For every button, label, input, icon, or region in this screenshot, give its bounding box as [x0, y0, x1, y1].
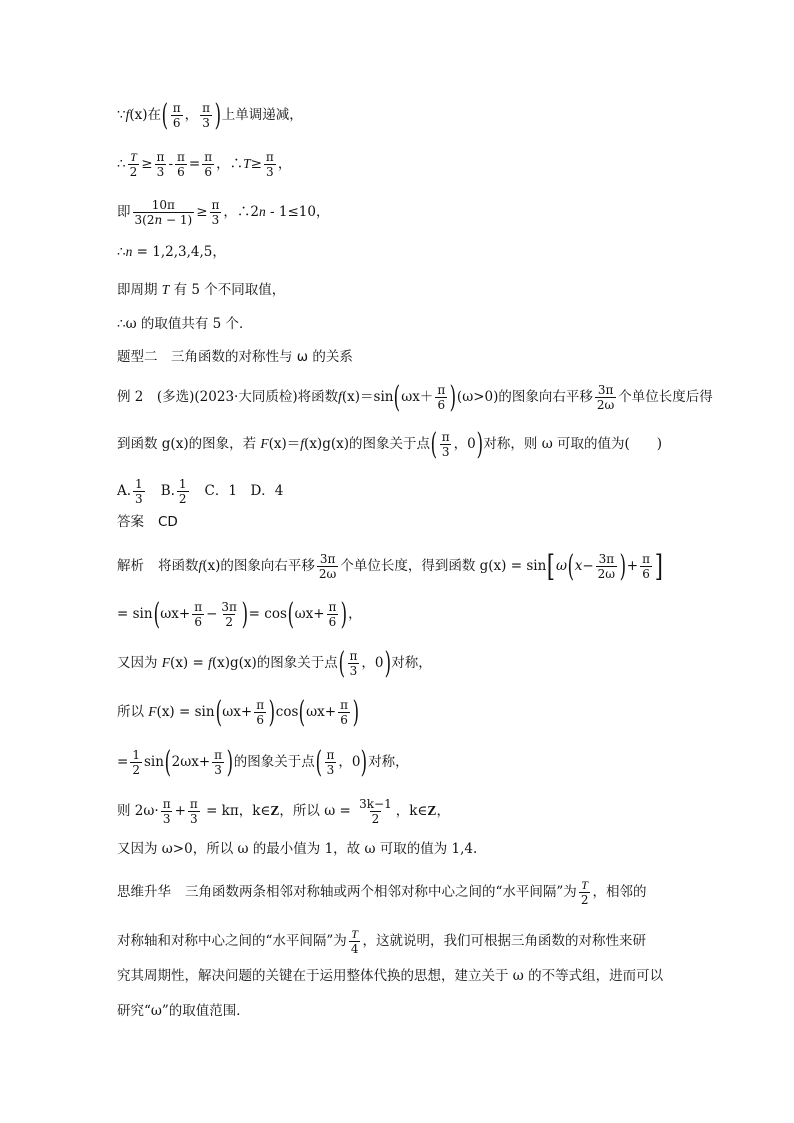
fraction: $\frac{\pi}{6}$ — [328, 600, 337, 629]
text: ， — [277, 156, 292, 172]
options-c-d: C．1 D．4 — [204, 483, 284, 499]
text: 对称， — [368, 754, 409, 770]
fraction: $\frac{\pi}{3}$ — [202, 101, 211, 130]
text: n — [125, 244, 133, 259]
paren-left: ( — [215, 694, 222, 730]
text: F — [161, 655, 171, 670]
text: 究其周期性，解决问题的关键在于运用整体代换的思想，建立关于 ω 的不等式组，进而可以 — [117, 968, 664, 984]
text: 例 2 (多选)(2023·大同质检)将函数 — [117, 389, 339, 405]
bracket-left: [ — [547, 548, 556, 584]
fraction: $\frac{\pi}{6}$ — [177, 150, 185, 179]
option-a-label: A. — [117, 483, 132, 499]
text: ≥ — [196, 204, 208, 220]
text: T — [243, 156, 251, 171]
fraction: $\frac{10\pi}{3(2n - 1)}$ — [134, 198, 193, 227]
paren-right: ) — [449, 379, 457, 415]
text: ， — [436, 803, 450, 819]
text: (x)g(x)的图象关于点 — [211, 655, 338, 671]
fraction: $\frac{\pi}{6}$ — [437, 383, 446, 412]
text: 研究“ω”的取值范围． — [117, 1003, 250, 1019]
line-period-bound — [117, 150, 291, 179]
example-2-line-1 — [117, 379, 713, 415]
text: (x)＝sin — [341, 389, 394, 405]
text: ωx+ — [222, 704, 253, 720]
answer-options — [117, 477, 283, 506]
text: sin — [143, 754, 164, 770]
paren-left: ( — [287, 596, 294, 632]
summary-line-4 — [117, 1005, 250, 1019]
solution-label: 解析 — [117, 558, 144, 574]
text: 有 5 个不同取值， — [169, 282, 286, 298]
fraction: $\frac{3k-1}{2}$ — [359, 797, 392, 826]
text: ≥ — [141, 156, 153, 172]
fraction: $\frac{\pi}{6}$ — [172, 101, 181, 130]
fraction: $\frac{3\pi}{2}$ — [221, 600, 237, 629]
text: ∵ — [117, 107, 126, 123]
text: 2ωx+ — [171, 754, 211, 770]
fraction: $\frac{T}{2}$ — [129, 150, 138, 179]
text: ∴ — [117, 156, 126, 172]
text: ωx+ — [306, 704, 337, 720]
text: cos — [275, 704, 299, 720]
answer-line — [117, 516, 178, 530]
text: - 1≤10， — [265, 204, 330, 220]
fraction: $\frac{\pi}{6}$ — [256, 698, 265, 727]
fraction: $\frac{3\pi}{2\omega}$ — [318, 552, 337, 581]
fraction: $\frac{\pi}{6}$ — [340, 698, 348, 727]
paren-right: ) — [384, 645, 391, 681]
text: + — [174, 803, 186, 819]
paren-left: ( — [164, 744, 171, 780]
fraction: $\frac{\pi}{6}$ — [204, 150, 213, 179]
text: 对称轴和对称中心之间的“水平间隔”为 — [117, 933, 347, 949]
text: ，0 — [453, 436, 476, 452]
text: n — [258, 204, 266, 219]
text: ≥ — [250, 156, 262, 172]
line-inequality — [117, 198, 329, 227]
text: = cos — [248, 606, 287, 622]
text: ∴ — [117, 244, 126, 260]
fraction: $\frac{\pi}{3}$ — [265, 150, 274, 179]
option-b-label: B. — [160, 483, 175, 499]
paren-right: ) — [214, 97, 222, 133]
text: ωx+ — [160, 606, 191, 622]
fraction: $\frac{3\pi}{2\omega}$ — [597, 552, 616, 581]
paren-right: ) — [268, 694, 276, 730]
summary-label: 思维升华 — [117, 884, 171, 900]
text: 三角函数两条相邻对称轴或两个相邻对称中心之间的“水平间隔”为 — [185, 884, 577, 900]
text: f — [125, 107, 130, 122]
text: x — [574, 558, 583, 574]
text: - — [168, 156, 173, 172]
paren-right: ) — [341, 596, 348, 632]
fraction: $\frac{\pi}{3}$ — [189, 797, 198, 826]
text: ， — [184, 107, 199, 123]
text: ω — [555, 558, 567, 574]
text: 上单调递减， — [221, 107, 303, 123]
fraction: $\frac{1}{2}$ — [132, 748, 140, 777]
paren-right: ) — [619, 548, 627, 584]
text: (x) = — [170, 655, 209, 671]
text: T — [161, 282, 170, 297]
section-heading — [117, 351, 353, 365]
solution-line-3 — [117, 645, 432, 681]
fraction: $\frac{\pi}{3}$ — [211, 198, 220, 227]
solution-line-1 — [117, 548, 664, 584]
paren-left: ( — [161, 97, 169, 133]
text: ，相邻的 — [592, 884, 647, 900]
paren-left: ( — [430, 426, 438, 462]
paren-right: ) — [352, 694, 360, 730]
fraction: $\frac{\pi}{3}$ — [441, 430, 450, 459]
paren-left: ( — [299, 694, 306, 730]
paren-left: ( — [394, 379, 401, 415]
text: = sin — [117, 606, 153, 622]
fraction: $\frac{\pi}{6}$ — [642, 552, 650, 581]
text: 对称，则 ω 可取的值为( ) — [483, 436, 663, 452]
example-2-line-2 — [117, 426, 663, 462]
paren-left: ( — [567, 548, 575, 584]
text: ，∴2 — [223, 204, 259, 220]
text: = — [117, 754, 129, 770]
paren-left: ( — [153, 596, 160, 632]
text: = — [188, 156, 201, 172]
text: ，所以 ω = — [279, 803, 356, 819]
text: Z — [270, 803, 280, 818]
paren-right: ) — [226, 744, 234, 780]
paren-right: ) — [361, 744, 368, 780]
text: 所以 — [117, 704, 149, 720]
text: = 1,2,3,4,5， — [132, 244, 226, 260]
text: 即 — [117, 204, 131, 220]
fraction: $\frac{\pi}{3}$ — [156, 150, 165, 179]
text: 将函数 — [158, 558, 199, 574]
paren-left: ( — [315, 744, 322, 780]
text: 对称， — [391, 655, 432, 671]
text: ，k∈ — [395, 803, 428, 819]
solution-line-6 — [117, 797, 450, 826]
text: ，∴ — [216, 156, 244, 172]
fraction: $\frac{T}{4}$ — [350, 927, 359, 956]
text: + — [626, 558, 639, 574]
text: (ω>0)的图象向右平移 — [456, 389, 593, 405]
fraction: $\frac{\pi}{3}$ — [326, 748, 335, 777]
text: 则 2ω· — [117, 803, 159, 819]
text: 个单位长度，得到函数 g(x) = sin — [340, 558, 547, 574]
summary-line-3 — [117, 970, 663, 984]
fraction: $\frac{\pi}{3}$ — [214, 748, 223, 777]
text: f — [208, 655, 212, 670]
text: f — [300, 436, 305, 451]
text: (x)的图象向右平移 — [202, 558, 315, 574]
text: 到函数 g(x)的图象，若 — [117, 436, 261, 452]
line-n-values — [117, 245, 226, 260]
paren-right: ) — [476, 426, 483, 462]
text: F — [260, 436, 269, 451]
text: f — [338, 389, 342, 404]
paren-right: ) — [241, 596, 249, 632]
text: − — [206, 606, 218, 622]
text: ，0 — [361, 655, 384, 671]
line-monotonic — [117, 97, 303, 133]
fraction: $\frac{1}{2}$ — [178, 477, 187, 506]
text: 即周期 — [117, 282, 162, 298]
fraction: $\frac{T}{2}$ — [580, 878, 589, 907]
line-period-count — [117, 283, 285, 298]
answer-label: 答案 — [117, 514, 144, 530]
text: f — [198, 558, 203, 573]
text: ，0 — [338, 754, 361, 770]
text: ∴ω 的取值共有 5 个． — [117, 316, 253, 332]
text: ，这就说明，我们可根据三角函数的对称性来研 — [362, 933, 646, 949]
text: ωx＋ — [401, 389, 434, 405]
text: (x) = sin — [156, 704, 215, 720]
fraction: $\frac{\pi}{6}$ — [194, 600, 203, 629]
text: (x)g(x)的图象关于点 — [304, 436, 430, 452]
solution-line-7 — [117, 843, 477, 857]
text: = kπ，k∈ — [201, 803, 271, 819]
text: ωx+ — [294, 606, 325, 622]
line-omega-count — [117, 318, 253, 332]
paren-left: ( — [338, 645, 345, 681]
solution-line-5 — [117, 744, 409, 780]
bracket-right: ] — [654, 548, 663, 584]
text: ， — [348, 606, 362, 622]
fraction: $\frac{1}{3}$ — [135, 477, 143, 506]
text: 又因为 — [117, 655, 162, 671]
text: (x)＝ — [268, 436, 301, 452]
heading-text: 题型二 三角函数的对称性与 ω 的关系 — [117, 349, 353, 365]
fraction: $\frac{\pi}{3}$ — [349, 649, 358, 678]
solution-line-4 — [117, 694, 360, 730]
fraction: $\frac{\pi}{3}$ — [162, 797, 171, 826]
fraction: $\frac{3\pi}{2\omega}$ — [596, 383, 615, 412]
text: Z — [427, 803, 437, 818]
answer-value: CD — [158, 514, 178, 530]
solution-line-2 — [117, 596, 362, 632]
text: 又因为 ω>0，所以 ω 的最小值为 1，故 ω 可取的值为 1,4. — [117, 841, 478, 857]
text: (x)在 — [129, 107, 162, 123]
summary-line-2 — [117, 927, 646, 956]
text: 个单位长度后得 — [618, 389, 713, 405]
text: 的图象关于点 — [233, 754, 315, 770]
text: − — [582, 558, 594, 574]
summary-line-1 — [117, 878, 646, 907]
text: F — [148, 704, 157, 719]
